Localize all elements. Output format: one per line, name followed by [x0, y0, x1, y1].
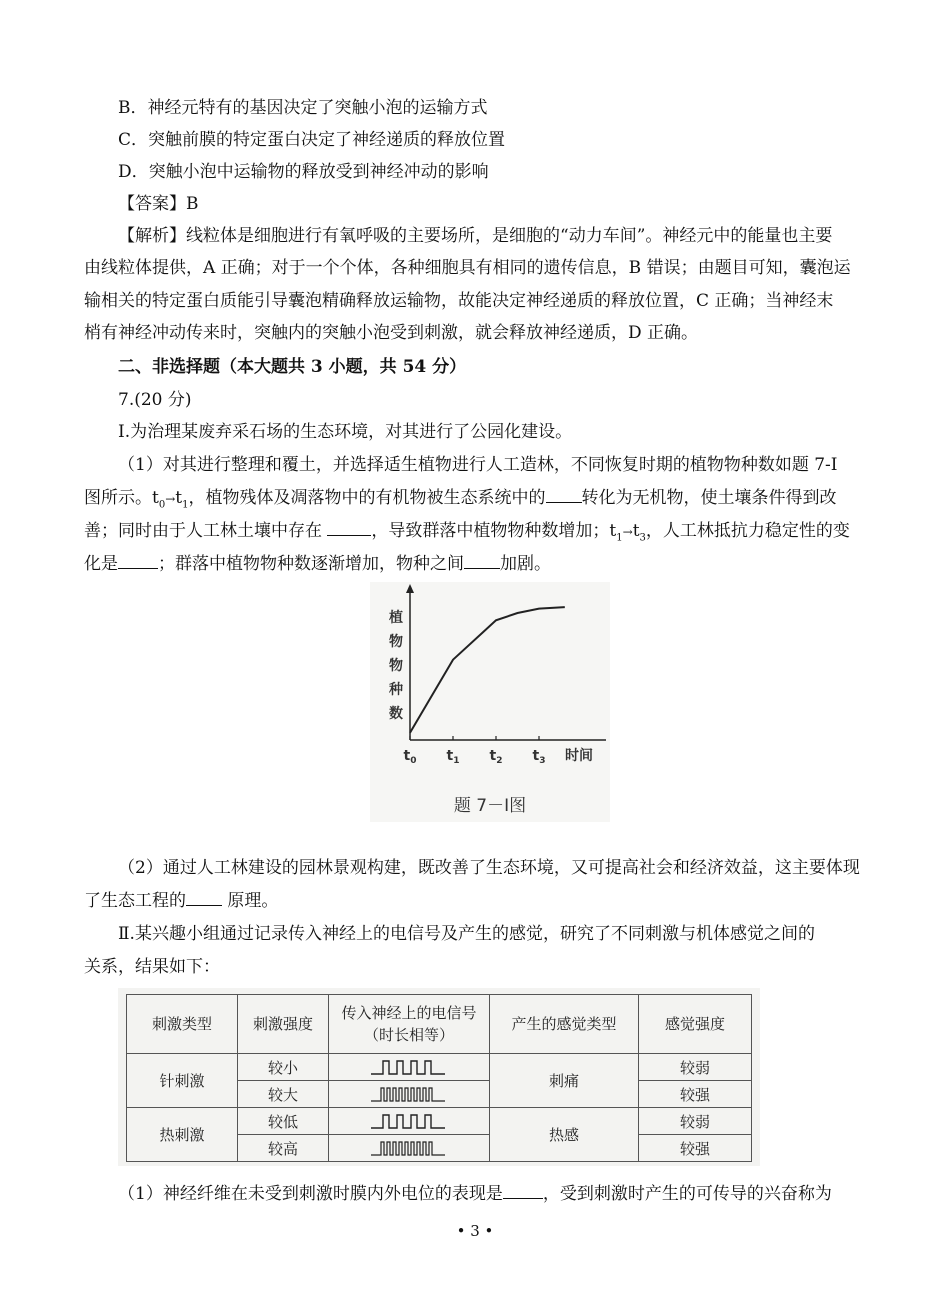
answer-blank[interactable]: [327, 520, 371, 536]
q1-line-2-c: ，植物残体及凋落物中的有机物被生态系统中的: [188, 488, 546, 508]
dense-signal-icon: [369, 1084, 449, 1104]
y-label-char: 物: [389, 634, 403, 650]
option-d: D．突触小泡中运输物的释放受到神经冲动的影响: [118, 162, 489, 182]
intensity-cell: 较低: [238, 1108, 329, 1135]
strength-cell: 较弱: [639, 1054, 752, 1081]
header-signal-line2: （时长相等）: [363, 1026, 454, 1044]
q1-line-4-a: 化是: [84, 554, 118, 574]
q1-line-4-c: 加剧。: [500, 554, 551, 574]
series-line: [410, 607, 565, 733]
stimulus-type-cell: 热刺激: [127, 1108, 238, 1162]
sparse-signal-icon: [369, 1057, 449, 1077]
arrow: →: [622, 525, 633, 539]
part-2-q1-a: （1）神经纤维在未受到刺激时膜内外电位的表现是: [118, 1184, 503, 1204]
header-sensation-strength: 感觉强度: [639, 995, 752, 1054]
part-2-line-1: Ⅱ.某兴趣小组通过记录传入神经上的电信号及产生的感觉，研究了不同刺激与机体感觉之间的: [118, 924, 815, 944]
q1-line-3: [84, 520, 850, 543]
q2-line-2: [84, 890, 278, 912]
question-7-header: 7.(20 分): [118, 390, 192, 410]
q1-line-3-a: 善；同时由于人工林土壤中存在: [84, 521, 328, 541]
figure-caption: 题 7－Ⅰ图: [453, 796, 527, 816]
answer-blank[interactable]: [464, 553, 500, 569]
analysis-line-1: 【解析】线粒体是细胞进行有氧呼吸的主要场所，是细胞的“动力车间”。神经元中的能量也主要: [118, 226, 833, 246]
sub-0: 0: [158, 499, 166, 511]
q1-line-2: [84, 487, 837, 510]
sub-3: 3: [639, 532, 646, 544]
option-b: B．神经元特有的基因决定了突触小泡的运输方式: [118, 98, 488, 118]
part-2-q1: [118, 1183, 832, 1205]
answer-blank[interactable]: [186, 890, 222, 906]
x-tick-label: $t_1$: [446, 748, 460, 766]
q1-line-3-b: ，导致群落中植物物种数增加；t: [371, 521, 617, 541]
strength-cell: 较强: [639, 1081, 752, 1108]
stimulus-table: [118, 988, 760, 1166]
answer: 【答案】B: [118, 194, 199, 214]
analysis-line-3: 输相关的特定蛋白质能引导囊泡精确释放运输物，故能决定神经递质的释放位置，C 正确；当神经末: [84, 291, 834, 311]
answer-blank[interactable]: [118, 553, 158, 569]
table-row: [127, 1054, 752, 1081]
sparse-signal-icon: [369, 1111, 449, 1131]
signal-cell: [329, 1108, 490, 1135]
x-tick-label: $t_2$: [489, 748, 503, 766]
q2-line-2-a: 了生态工程的: [84, 891, 186, 911]
results-table: [126, 994, 752, 1162]
sensation-type-cell: 刺痛: [490, 1054, 639, 1108]
strength-cell: 较强: [639, 1135, 752, 1162]
section-title: 二、非选择题（本大题共 3 小题，共 54 分）: [118, 357, 467, 377]
analysis-line-2: 由线粒体提供，A 正确；对于一个个体，各种细胞具有相同的遗传信息，B 错误；由题目可知，囊泡运: [84, 258, 851, 278]
q1-line-4: [84, 553, 551, 575]
signal-cell: [329, 1054, 490, 1081]
signal-cell: [329, 1081, 490, 1108]
header-stimulus-intensity: 刺激强度: [238, 995, 329, 1054]
q1-line-2-a: 图所示。t: [84, 488, 159, 508]
stimulus-type-cell: 针刺激: [127, 1054, 238, 1108]
intensity-cell: 较大: [238, 1081, 329, 1108]
header-sensation-type: 产生的感觉类型: [490, 995, 639, 1054]
answer-blank[interactable]: [546, 487, 582, 503]
figure-7-1-chart: [370, 582, 610, 822]
part-2-line-2: 关系，结果如下：: [84, 957, 220, 977]
strength-cell: 较弱: [639, 1108, 752, 1135]
q1-line-2-d: 转化为无机物，使土壤条件得到改: [581, 488, 837, 508]
sub-1: 1: [616, 532, 623, 544]
y-label-char: 物: [389, 658, 403, 674]
option-c: C．突触前膜的特定蛋白决定了神经递质的释放位置: [118, 130, 506, 150]
intensity-cell: 较小: [238, 1054, 329, 1081]
dense-signal-icon: [369, 1138, 449, 1158]
q2-line-1: （2）通过人工林建设的园林景观构建，既改善了生态环境，又可提高社会和经济效益，这主要体现: [118, 858, 860, 878]
y-label-char: 数: [389, 706, 403, 722]
y-axis-arrow: [406, 584, 414, 593]
q1-line-2-b: t: [175, 488, 183, 508]
y-label-char: 种: [389, 682, 403, 698]
part-1-intro: Ⅰ.为治理某废弃采石场的生态环境，对其进行了公园化建设。: [118, 422, 573, 442]
table-header-row: [127, 995, 752, 1054]
header-signal: [329, 995, 490, 1054]
x-axis-label: 时间: [565, 748, 593, 764]
answer-blank[interactable]: [503, 1183, 543, 1199]
q1-line-1: （1）对其进行整理和覆土，并选择适生植物进行人工造林，不同恢复时期的植物物种数如题 7-Ⅰ: [118, 455, 838, 475]
x-tick-label: $t_0$: [403, 748, 417, 766]
intensity-cell: 较高: [238, 1135, 329, 1162]
y-label-char: 植: [389, 610, 403, 626]
arrow: →: [165, 492, 176, 506]
header-stimulus-type: 刺激类型: [127, 995, 238, 1054]
x-tick-label: $t_3$: [532, 748, 546, 766]
q1-line-3-d: ，人工林抵抗力稳定性的变: [645, 521, 850, 541]
q1-line-3-c: t: [632, 521, 640, 541]
sensation-type-cell: 热感: [490, 1108, 639, 1162]
chart-svg: [370, 582, 610, 822]
analysis-line-4: 梢有神经冲动传来时，突触内的突触小泡受到刺激，就会释放神经递质，D 正确。: [84, 323, 699, 343]
table-row: [127, 1108, 752, 1135]
signal-cell: [329, 1135, 490, 1162]
q2-line-2-b: 原理。: [222, 891, 279, 911]
sub-1: 1: [182, 499, 189, 511]
page-number: • 3 •: [456, 1222, 494, 1240]
part-2-q1-b: ，受到刺激时产生的可传导的兴奋称为: [542, 1184, 832, 1204]
y-axis-label: [388, 609, 403, 722]
q1-line-4-b: ；群落中植物物种数逐渐增加，物种之间: [158, 554, 464, 574]
header-signal-line1: 传入神经上的电信号: [341, 1004, 477, 1022]
